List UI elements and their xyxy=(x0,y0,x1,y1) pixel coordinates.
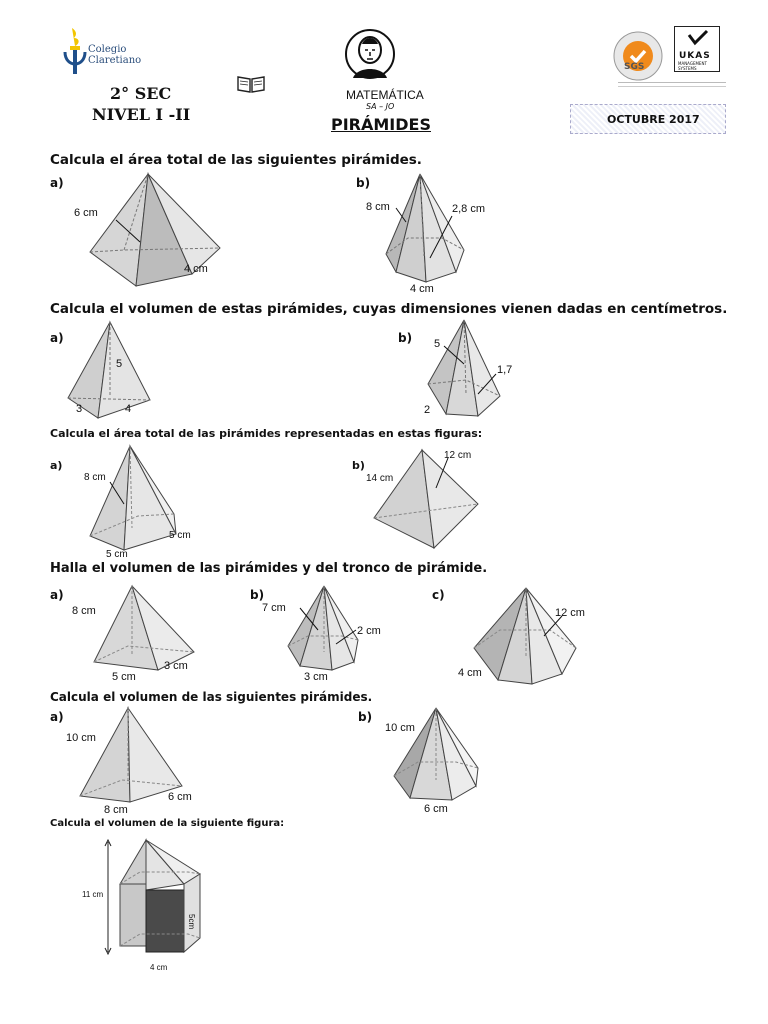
s6-dim-base: 4 cm xyxy=(150,963,168,972)
grade-title: 2° SEC xyxy=(110,84,172,103)
s2-a-dim-side2: 4 xyxy=(125,403,132,415)
s6-composite-prism-pyramid xyxy=(100,838,300,968)
s3-b-label: b) xyxy=(352,459,365,472)
section-4-title: Halla el volumen de las pirámides y del tronco de pirámide. xyxy=(50,561,488,576)
s5-a-dim-base: 8 cm xyxy=(104,804,128,816)
cert-logos xyxy=(612,26,722,86)
book-icon xyxy=(236,74,266,94)
s1-b-hexagonal-pyramid xyxy=(380,172,480,282)
date-label: OCTUBRE 2017 xyxy=(607,113,700,126)
s2-b-dim-apothem: 1,7 xyxy=(497,364,513,376)
s1-a-dim-base: 4 cm xyxy=(184,263,208,275)
ukas-logo xyxy=(674,26,720,72)
s1-a-dim-slant: 6 cm xyxy=(74,207,98,219)
s1-a-label: a) xyxy=(50,176,64,190)
section-2-title: Calcula el volumen de estas pirámides, cuyas dimensiones vienen dadas en centímetros. xyxy=(50,301,728,317)
s1-b-dim-apothem: 2,8 cm xyxy=(452,203,486,215)
s3-b-triangular-pyramid xyxy=(372,448,482,548)
s4-c-dim-slant: 12 cm xyxy=(555,607,585,619)
sgs-certification-icon xyxy=(612,30,664,82)
s4-c-octagonal-pyramid xyxy=(470,586,580,686)
s4-b-dim-apothem: 2 cm xyxy=(357,625,381,637)
s4-a-dim-side: 3 cm xyxy=(164,660,188,672)
school-name-line2: Claretiano xyxy=(88,55,142,66)
torch-icon xyxy=(60,26,90,78)
school-logo xyxy=(60,26,150,76)
s5-b-label: b) xyxy=(358,710,373,724)
s4-a-label: a) xyxy=(50,588,64,602)
cert-fine-print-2 xyxy=(618,86,726,89)
section-1-title: Calcula el área total de las siguientes pirámides. xyxy=(50,152,422,168)
crown-check-icon xyxy=(675,27,719,53)
subject-subtitle: SA – JO xyxy=(366,102,395,111)
ukas-label: UKAS xyxy=(679,51,711,61)
level-title: NIVEL I -II xyxy=(92,105,191,124)
s5-a-label: a) xyxy=(50,710,64,724)
s5-b-hexagonal-pyramid xyxy=(390,706,490,806)
s5-a-dim-side: 6 cm xyxy=(168,791,192,803)
s2-b-label: b) xyxy=(398,331,413,345)
s3-a-dim-slant: 8 cm xyxy=(84,472,106,483)
section-3-title: Calcula el área total de las pirámides representadas en estas figuras: xyxy=(50,427,483,440)
saint-portrait-icon xyxy=(343,26,397,86)
s2-b-dim-slant: 5 xyxy=(434,338,441,350)
s4-b-dim-base: 3 cm xyxy=(304,671,328,683)
s3-a-dim-side: 5 cm xyxy=(169,530,191,541)
s3-b-dim-side: 14 cm xyxy=(366,473,394,484)
s6-dim-prism-height: 5cm xyxy=(187,914,196,930)
s5-b-dim-base: 6 cm xyxy=(424,803,448,815)
s3-a-dim-base: 5 cm xyxy=(106,549,128,560)
s4-c-label: c) xyxy=(432,588,445,602)
s3-a-label: a) xyxy=(50,459,63,472)
date-box xyxy=(570,104,726,134)
s3-b-dim-apothem: 12 cm xyxy=(444,450,472,461)
s6-dim-height: 11 cm xyxy=(82,890,104,899)
section-6-title: Calcula el volumen de la siguiente figura: xyxy=(50,818,285,829)
s1-b-label: b) xyxy=(356,176,371,190)
s4-c-dim-base: 4 cm xyxy=(458,667,482,679)
s2-a-dim-side1: 3 xyxy=(76,403,83,415)
s2-a-label: a) xyxy=(50,331,64,345)
subject-title: MATEMÁTICA xyxy=(346,88,424,102)
cert-fine-print xyxy=(618,82,726,85)
s5-b-dim-height: 10 cm xyxy=(385,722,415,734)
topic-title: PIRÁMIDES xyxy=(331,115,431,134)
s1-b-dim-base: 4 cm xyxy=(410,283,434,295)
section-5-title: Calcula el volumen de las siguientes pirámides. xyxy=(50,690,373,704)
s4-a-dim-base: 5 cm xyxy=(112,671,136,683)
s4-b-label: b) xyxy=(250,588,265,602)
s4-b-dim-slant: 7 cm xyxy=(262,602,286,614)
s1-b-dim-slant: 8 cm xyxy=(366,201,390,213)
school-name-line1: Colegio xyxy=(88,44,127,55)
s5-a-dim-height: 10 cm xyxy=(66,732,96,744)
s2-b-dim-base: 2 xyxy=(424,404,431,416)
s4-a-dim-height: 8 cm xyxy=(72,605,96,617)
sgs-label: SGS xyxy=(624,62,645,72)
ukas-sub-label: MANAGEMENT SYSTEMS xyxy=(678,61,707,71)
s2-a-dim-height: 5 xyxy=(116,358,123,370)
